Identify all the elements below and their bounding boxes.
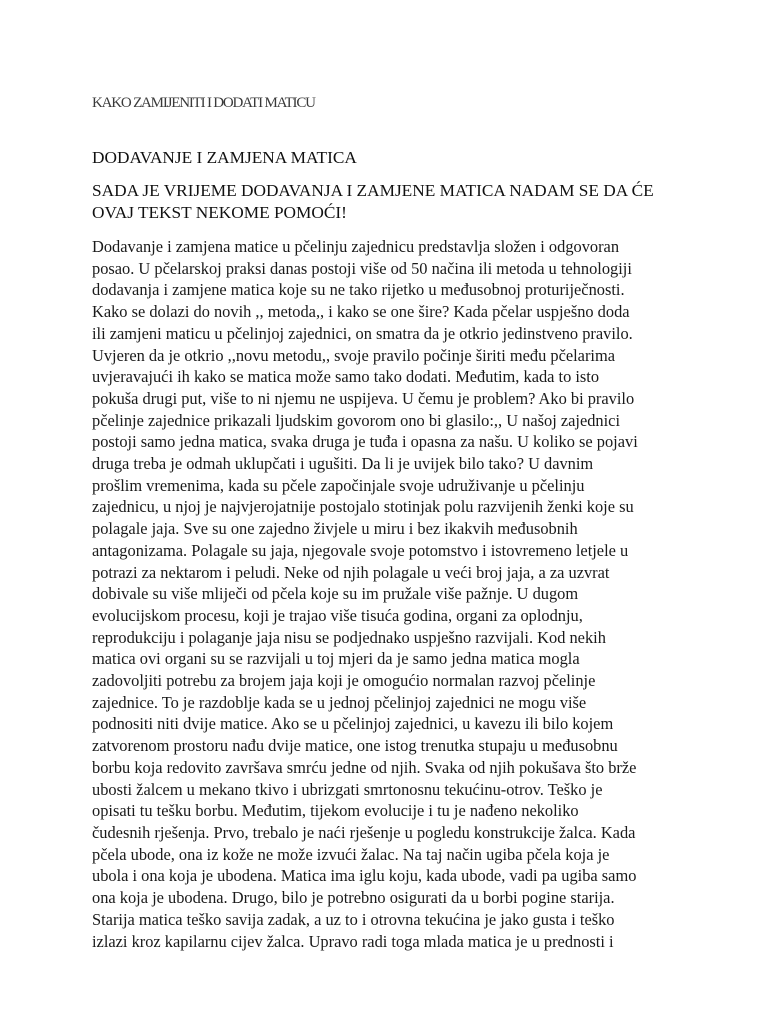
body-line: podnositi niti dvije matice. Ako se u pčelinjoj zajednici, u kavezu ili bilo kojem: [92, 714, 614, 734]
body-paragraph: [92, 236, 692, 952]
body-line: ona koja je ubodena. Drugo, bilo je potrebno osigurati da u borbi pogine starija.: [92, 888, 615, 908]
body-line: postoji samo jedna matica, svaka druga je tuđa i opasna za našu. U koliko se pojavi: [92, 432, 638, 452]
body-line: reprodukciju i polaganje jaja nisu se podjednako uspješno razvijali. Kod nekih: [92, 627, 606, 647]
body-line: zajednice. To je razdoblje kada se u jednoj pčelinjoj zajednici ne mogu više: [92, 692, 587, 712]
body-line: pokuša drugi put, više to ni njemu ne uspijeva. U čemu je problem? Ako bi pravilo: [92, 388, 635, 408]
body-line: posao. U pčelarskoj praksi danas postoji više od 50 načina ili metoda u tehnologiji: [92, 258, 632, 278]
body-line: uvjeravajući ih kako se matica može samo tako dodati. Međutim, kada to isto: [92, 367, 600, 387]
body-line: Uvjeren da je otkrio ,,novu metodu,, svoje pravilo počinje širiti među pčelarima: [92, 345, 615, 365]
body-line: pčelinje zajednice prikazali ljudskim govorom ono bi glasilo:,, U našoj zajednici: [92, 410, 620, 430]
body-line: Starija matica teško savija zadak, a uz to i otrovna tekućina je jako gusta i teško: [92, 909, 615, 929]
body-line: Kako se dolazi do novih ,, metoda,, i kako se one šire? Kada pčelar uspješno doda: [92, 302, 630, 322]
body-line: ubosti žalcem u mekano tkivo i ubrizgati smrtonosnu tekućinu-otrov. Teško je: [92, 779, 603, 799]
body-line: zadovoljiti potrebu za brojem jaja koji je omogućio normalan razvoj pčelinje: [92, 671, 596, 691]
body-line: antagonizama. Polagale su jaja, njegovale svoje potomstvo i istovremeno letjele u: [92, 540, 629, 560]
body-line: zajednicu, u njoj je najvjerojatnije postojalo stotinjak polu razvijenih ženki koje su: [92, 497, 634, 517]
body-line: matica ovi organi su se razvijali u toj mjeri da je samo jedna matica mogla: [92, 649, 580, 669]
body-line: potrazi za nektarom i peludi. Neke od njih polagale u veći broj jaja, a za uzvrat: [92, 562, 610, 582]
body-line: zatvorenom prostoru nađu dvije matice, one istog trenutka stupaju u međusobnu: [92, 736, 618, 756]
subheading-line: SADA JE VRIJEME DODAVANJA I ZAMJENE MATICA NADAM SE DA ĆE: [92, 181, 654, 200]
body-line: evolucijskom procesu, koji je trajao više tisuća godina, organi za oplodnju,: [92, 605, 583, 625]
section-heading: DODAVANJE I ZAMJENA MATICA: [92, 148, 357, 167]
body-line: pčela ubode, ona iz kože ne može izvući žalac. Na taj način ugiba pčela koja je: [92, 844, 610, 864]
body-line: borbu koja redovito završava smrću jedne od njih. Svaka od njih pokušava što brže: [92, 757, 637, 777]
body-line: prošlim vremenima, kada su pčele započinjale svoje udruživanje u pčelinju: [92, 475, 585, 495]
body-line: dobivale su više mliječi od pčela koje su im pružale više pažnje. U dugom: [92, 584, 579, 604]
body-line: ili zamjeni maticu u pčelinjoj zajednici, on smatra da je otkrio jedinstveno pravilo.: [92, 323, 633, 343]
body-line: dodavanja i zamjene matica koje su ne tako rijetko u međusobnoj proturiječnosti.: [92, 280, 625, 300]
subheading: [92, 180, 692, 224]
body-line: izlazi kroz kapilarnu cijev žalca. Upravo radi toga mlada matica je u prednosti i: [92, 931, 614, 951]
document-small-title: KAKO ZAMIJENITI I DODATI MATICU: [92, 95, 315, 111]
body-line: čudesnih rješenja. Prvo, trebalo je naći rješenje u pogledu konstrukcije žalca. Kada: [92, 822, 636, 842]
body-line: opisati tu tešku borbu. Međutim, tijekom evolucije i tu je nađeno nekoliko: [92, 801, 579, 821]
body-line: druga treba je odmah uklupčati i ugušiti. Da li je uvijek bilo tako? U davnim: [92, 454, 594, 474]
body-line: polagale jaja. Sve su one zajedno živjele u miru i bez ikakvih međusobnih: [92, 519, 578, 539]
subheading-line: OVAJ TEKST NEKOME POMOĆI!: [92, 203, 347, 222]
body-line: ubola i ona koja je ubodena. Matica ima iglu koju, kada ubode, vadi pa ugiba samo: [92, 866, 637, 886]
body-line: Dodavanje i zamjena matice u pčelinju zajednicu predstavlja složen i odgovoran: [92, 237, 620, 256]
